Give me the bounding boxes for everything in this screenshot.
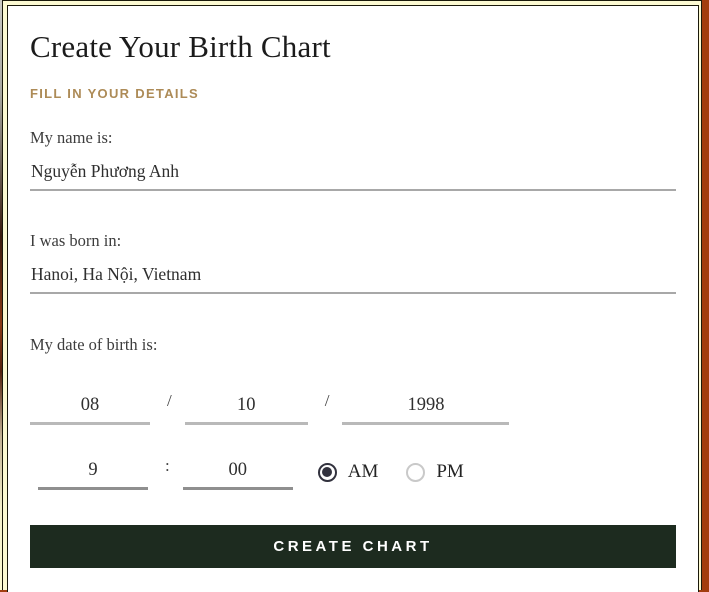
birth-minute-input[interactable]: [183, 460, 293, 490]
birthplace-input[interactable]: [30, 264, 676, 294]
birthdate-label: My date of birth is:: [30, 335, 158, 354]
birth-chart-card: [7, 5, 699, 592]
section-subtitle: FILL IN YOUR DETAILS: [30, 86, 200, 101]
birth-month-input[interactable]: [30, 395, 150, 425]
birthplace-label: I was born in:: [30, 231, 122, 250]
name-label: My name is:: [30, 128, 113, 147]
create-chart-button[interactable]: CREATE CHART: [30, 525, 676, 568]
birth-hour-input[interactable]: [38, 460, 148, 490]
pm-radio-label: PM: [436, 461, 464, 482]
birthtime-row: [38, 456, 676, 490]
birth-day-input[interactable]: [185, 395, 308, 425]
birth-year-input[interactable]: [342, 395, 509, 425]
card-content: [8, 29, 698, 568]
date-separator: /: [324, 391, 330, 410]
meridiem-group: [318, 461, 464, 483]
pm-radio-option[interactable]: [406, 461, 463, 483]
am-radio-icon[interactable]: [318, 463, 337, 482]
name-input[interactable]: [30, 161, 676, 191]
page-title: Create Your Birth Chart: [30, 29, 331, 64]
date-separator: /: [167, 391, 172, 410]
time-separator: :: [165, 456, 170, 475]
birthdate-row: [30, 391, 676, 425]
am-radio-option[interactable]: [318, 461, 379, 483]
am-radio-label: AM: [347, 461, 379, 482]
pm-radio-icon[interactable]: [406, 463, 425, 482]
